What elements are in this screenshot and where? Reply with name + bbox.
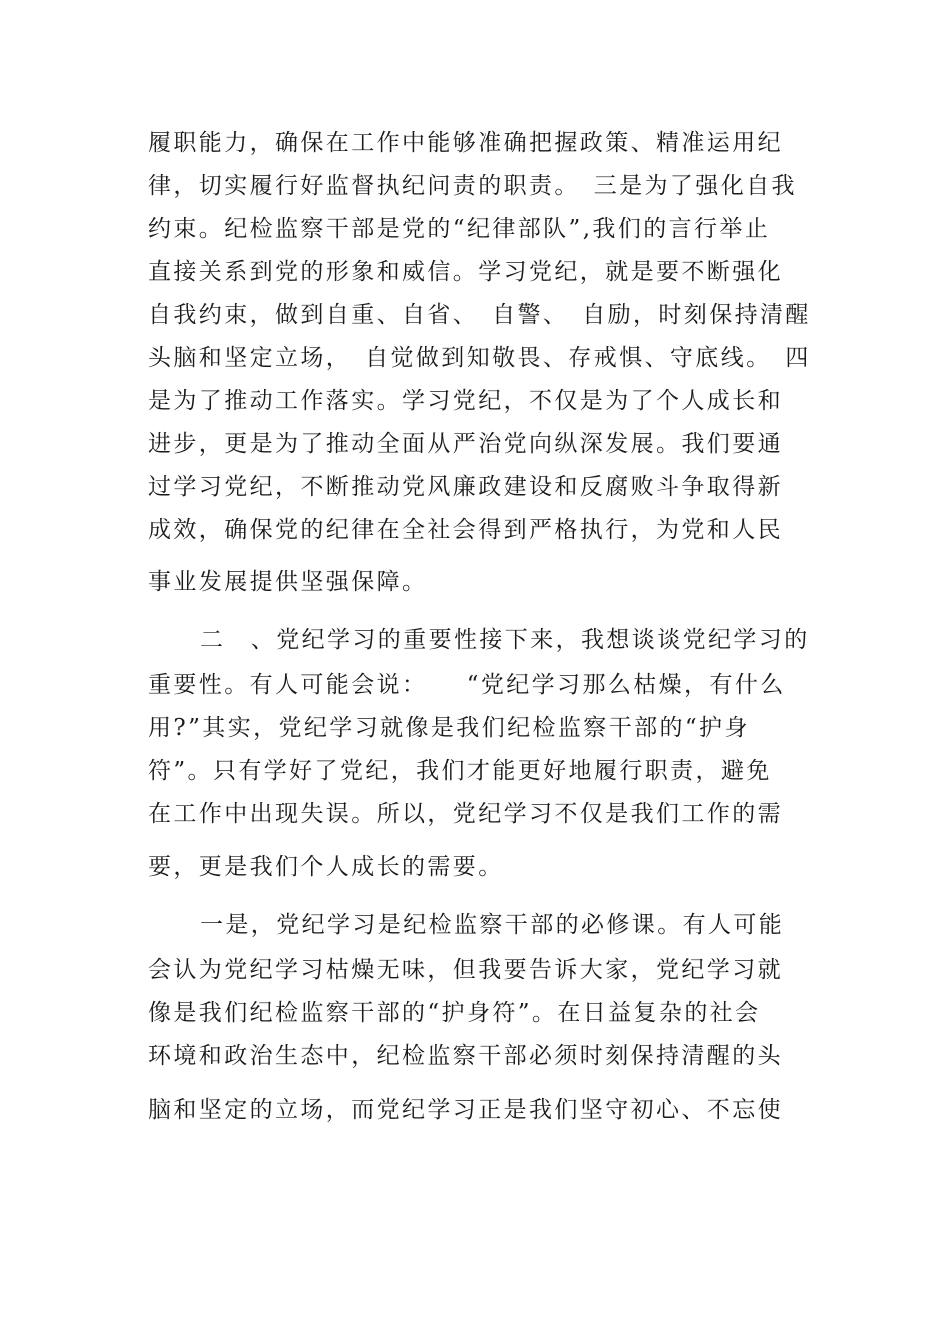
text-line: 符”。只有学好了党纪，我们才能更好地履行职责，避免	[148, 758, 772, 784]
text-line: 在工作中出现失误。所以，党纪学习不仅是我们工作的需	[148, 801, 783, 827]
text-line: 过学习党纪，不断推动党风廉政建设和反腐败斗争取得新	[148, 474, 783, 500]
paragraph-start-line: 一是，党纪学习是纪检监察干部的必修课。有人可能	[200, 912, 785, 938]
text-line: 重要性。有人可能会说： “党纪学习那么枯燥，有什么	[148, 672, 786, 698]
text-line: 律，切实履行好监督执纪问责的职责。 三是为了强化自我	[148, 173, 797, 199]
text-line: 会认为党纪学习枯燥无味，但我要告诉大家，党纪学习就	[148, 957, 783, 983]
text-line: 像是我们纪检监察干部的“护身符”。在日益复杂的社会	[148, 1000, 761, 1026]
text-line: 直接关系到党的形象和威信。学习党纪，就是要不断强化	[148, 259, 783, 285]
text-line: 自我约束，做到自重、自省、 自警、 自励，时刻保持清醒	[148, 302, 811, 328]
text-line: 事业发展提供坚强保障。	[148, 569, 428, 595]
text-line: 脑和坚定的立场，而党纪学习正是我们坚守初心、不忘使	[148, 1097, 783, 1123]
text-line: 是为了推动工作落实。学习党纪，不仅是为了个人成长和	[148, 388, 783, 414]
text-line: 成效，确保党的纪律在全社会得到严格执行，为党和人民	[148, 517, 783, 543]
text-line: 履职能力，确保在工作中能够准确把握政策、精准运用纪	[148, 130, 783, 156]
text-line: 用?”其实，党纪学习就像是我们纪检监察干部的“护身	[148, 715, 750, 741]
text-line: 要，更是我们个人成长的需要。	[148, 854, 504, 880]
paragraph-start-line: 二 、党纪学习的重要性接下来，我想谈谈党纪学习的	[200, 627, 810, 653]
text-line: 头脑和坚定立场， 自觉做到知敬畏、存戒惧、守底线。 四	[148, 345, 811, 371]
text-line: 进步，更是为了推动全面从严治党向纵深发展。我们要通	[148, 431, 783, 457]
text-line: 约束。纪检监察干部是党的“纪律部队”,我们的言行举止	[148, 216, 771, 242]
text-line: 环境和政治生态中，纪检监察干部必须时刻保持清醒的头	[148, 1043, 783, 1069]
